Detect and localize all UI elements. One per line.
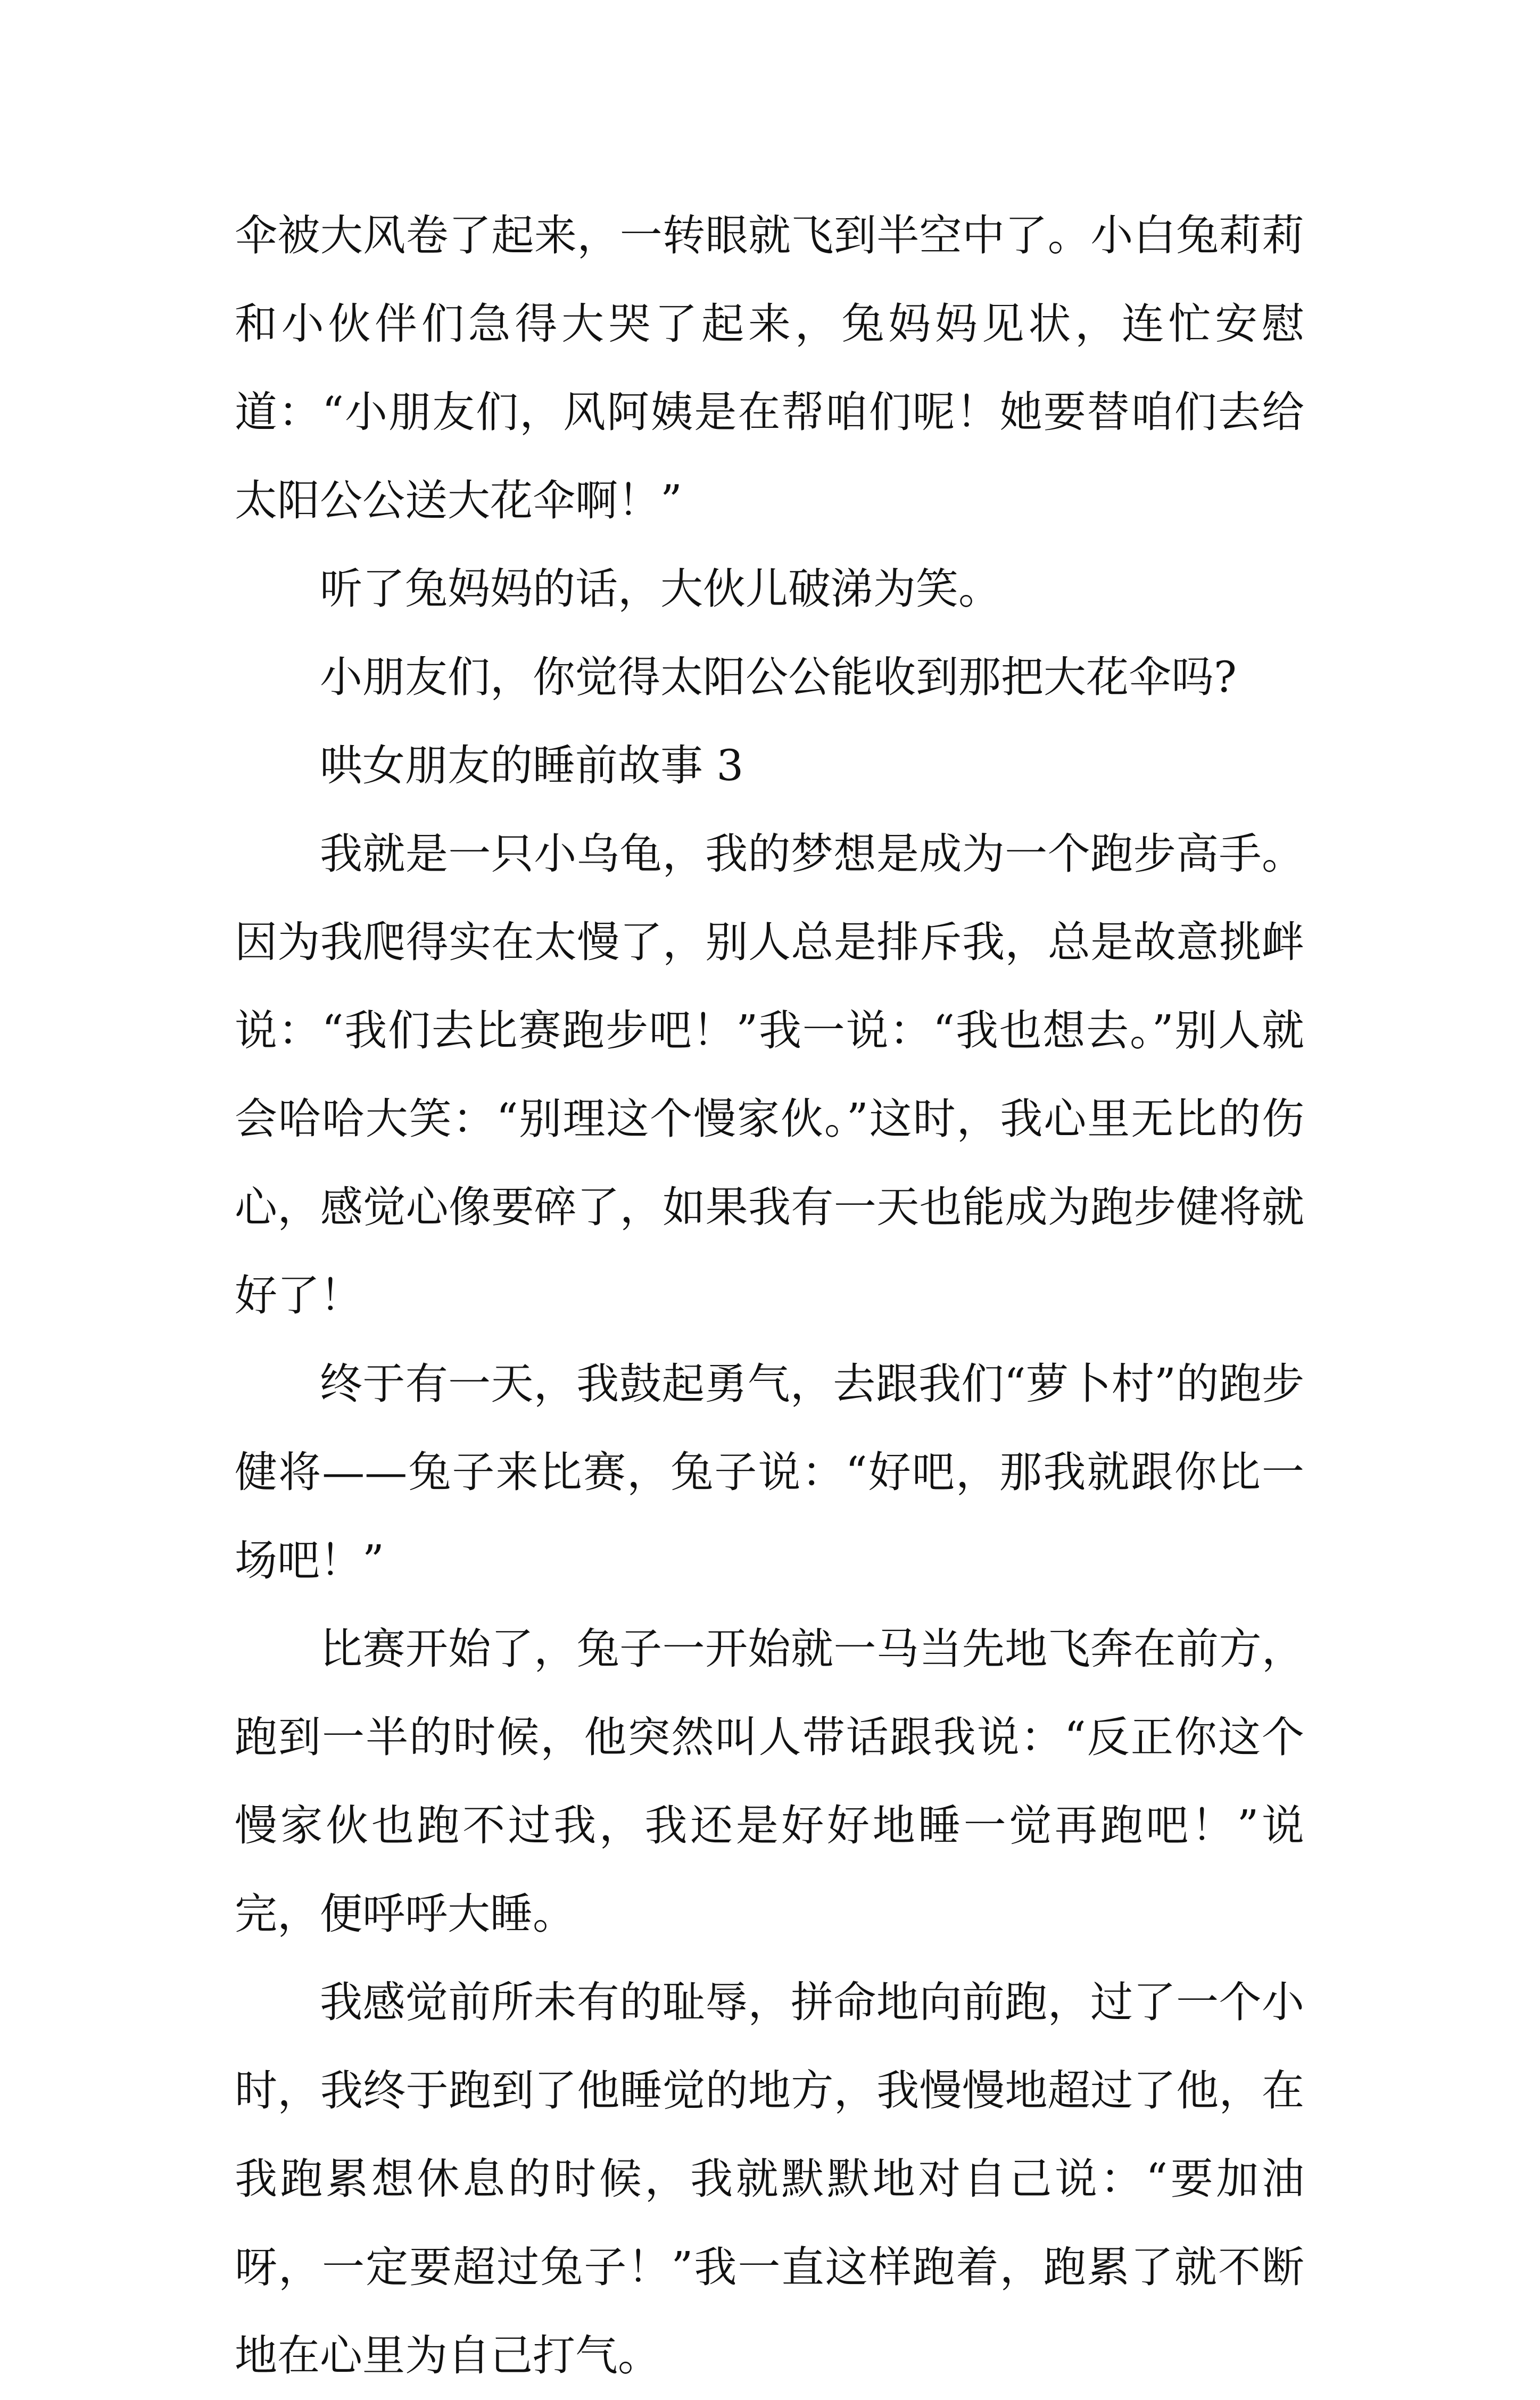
paragraph-continued-story: 伞被大风卷了起来，一转眼就飞到半空中了。小白兔莉莉和小伙伴们急得大哭了起来，兔妈妈见状，连忙安慰道：“小朋友们，风阿姨是在帮咱们呢！她要替咱们去给太阳公公送大花伞啊！” bbox=[235, 211, 1304, 525]
story-heading: 哄女朋友的睡前故事 3 bbox=[320, 741, 744, 790]
document-body bbox=[235, 192, 1304, 2400]
paragraph-race-start: 比赛开始了，兔子一开始就一马当先地飞奔在前方，跑到一半的时候，他突然叫人带话跟我说：“反正你这个慢家伙也跑不过我，我还是好好地睡一觉再跑吧！”说完，便呼呼大睡。 bbox=[235, 1624, 1304, 1939]
paragraph-overtake: 我感觉前所未有的耻辱，拼命地向前跑，过了一个小时，我终于跑到了他睡觉的地方，我慢慢地超过了他，在我跑累想休息的时候，我就默默地对自己说：“要加油呀，一定要超过兔子！”我一直这样跑着，跑累了就不断地在心里为自己打气。 bbox=[235, 1977, 1304, 2380]
paragraph-question: 小朋友们，你觉得太阳公公能收到那把大花伞吗? bbox=[320, 652, 1237, 702]
paragraph-challenge: 终于有一天，我鼓起勇气，去跟我们“萝卜村”的跑步健将——兔子来比赛，兔子说：“好吧，那我就跟你比一场吧！” bbox=[235, 1359, 1304, 1585]
paragraph-turtle-dream: 我就是一只小乌龟，我的梦想是成为一个跑步高手。因为我爬得实在太慢了，别人总是排斥我，总是故意挑衅说：“我们去比赛跑步吧！”我一说：“我也想去。”别人就会哈哈大笑：“别理这个慢家伙。”这时，我心里无比的伤心，感觉心像要碎了，如果我有一天也能成为跑步健将就好了！ bbox=[235, 829, 1304, 1320]
paragraph-laugh: 听了兔妈妈的话，大伙儿破涕为笑。 bbox=[320, 564, 1001, 614]
